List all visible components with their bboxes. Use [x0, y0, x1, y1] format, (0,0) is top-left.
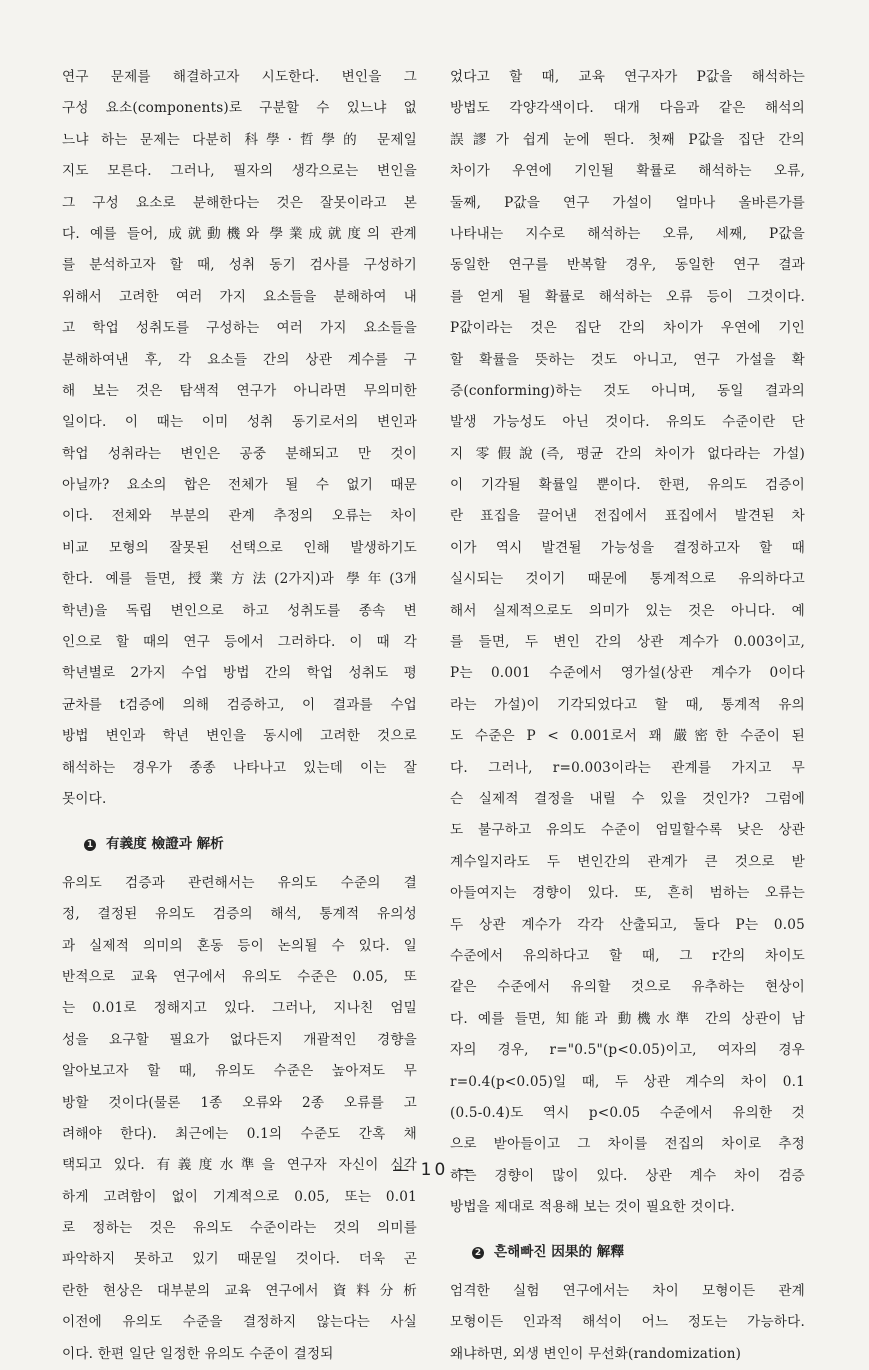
text-line: 일이다. 이 때는 이미 성취 동기로서의 변인과 [62, 414, 417, 431]
text-line: 같은 수준에서 유의할 것으로 유추하는 현상이 [450, 979, 805, 996]
text-line: 파악하지 못하고 있기 때문일 것이다. 더욱 곤 [62, 1251, 417, 1268]
text-line: 해 보는 것은 탐색적 연구가 아니라면 무의미한 [62, 382, 417, 399]
text-line: 誤謬가 쉽게 눈에 띈다. 첫째 P값을 집단 간의 [450, 131, 805, 148]
text-line: 해서 실제적으로도 의미가 있는 것은 아니다. 예 [450, 602, 805, 619]
text-line: 둘째, P값을 연구 가설이 얼마나 올바른가를 [450, 194, 805, 211]
section-number-icon: 2 [472, 1247, 484, 1259]
text-line: 아닐까? 요소의 합은 전체가 될 수 없기 때문 [62, 477, 417, 494]
text-line: 과 실제적 의미의 혼동 등이 논의될 수 있다. 일 [62, 937, 417, 954]
text-line: 해석하는 경우가 종종 나타나고 있는데 이는 잘 [62, 759, 417, 776]
text-line: 계수일지라도 두 변인간의 관계가 큰 것으로 받 [450, 853, 805, 870]
text-line: 방법 변인과 학년 변인을 동시에 고려한 것으로 [62, 728, 417, 745]
section-heading-text: 흔해빠진 因果的 解釋 [494, 1244, 624, 1261]
text-line: 못이다. [62, 790, 107, 807]
text-line: 이다. 한편 일단 일정한 유의도 수준이 결정되 [62, 1345, 334, 1362]
text-line: 를 분석하고자 할 때, 성취 동기 검사를 구성하기 [62, 257, 417, 274]
text-line: 방법도 각양각색이다. 대개 다음과 같은 해석의 [450, 100, 805, 117]
text-line: 반적으로 교육 연구에서 유의도 수준은 0.05, 또 [62, 968, 417, 985]
text-line: 지 零假說(즉, 평균 간의 차이가 없다라는 가설) [450, 445, 805, 462]
text-line: 연구 문제를 해결하고자 시도한다. 변인을 그 [62, 69, 417, 85]
text-line: 나타내는 지수로 해석하는 오류, 세째, P값을 [450, 225, 805, 242]
text-line: 이다. 전체와 부분의 관계 추정의 오류는 차이 [62, 508, 417, 525]
text-line: 비교 모형의 잘못된 선택으로 인해 발생하기도 [62, 539, 417, 556]
section-number-icon: 1 [84, 839, 96, 851]
text-line: 택되고 있다. 有義度水準을 연구자 자신이 심각 [62, 1157, 417, 1174]
text-line: 로 정하는 것은 유의도 수준이라는 것의 의미를 [62, 1220, 417, 1237]
text-line: 도 수준은 P < 0.001로서 꽤 嚴密한 수준이 된 [450, 728, 805, 745]
text-line: 는 0.01로 정해지고 있다. 그러나, 지나친 엄밀 [62, 1000, 417, 1017]
text-line: 정, 결정된 유의도 검증의 해석, 통계적 유의성 [62, 906, 417, 923]
text-line: 실시되는 것이기 때문에 통계적으로 유의하다고 [450, 571, 805, 588]
section-heading-significance [62, 829, 417, 860]
text-line: 느냐 하는 문제는 다분히 科學·哲學的 문제일 [62, 131, 417, 148]
text-line: 지도 모른다. 그러나, 필자의 생각으로는 변인을 [62, 163, 417, 180]
text-line: 자의 경우, r="0.5"(p<0.05)이고, 여자의 경우 [450, 1042, 805, 1059]
text-line: 아들여지는 경향이 있다. 또, 흔히 범하는 오류는 [450, 885, 805, 902]
text-line: 구성 요소(components)로 구분할 수 있느냐 없 [62, 100, 417, 117]
text-line: 려해야 한다). 최근에는 0.1의 수준도 간혹 채 [62, 1125, 417, 1142]
text-line: 다. 예를 들면, 知能과 動機水準 간의 상관이 남 [450, 1010, 805, 1027]
text-line: 방할 것이다(물론 1종 오류와 2종 오류를 고 [62, 1094, 417, 1111]
text-line: 으로 받아들이고 그 차이를 전집의 차이로 추정 [450, 1136, 805, 1153]
text-line: 엄격한 실험 연구에서는 차이 모형이든 관계 [450, 1282, 805, 1299]
text-line: 고 학업 성취도를 구성하는 여러 가지 요소들을 [62, 320, 417, 337]
text-line: 다. 예를 들어, 成就動機와 學業成就度의 관계 [62, 225, 417, 242]
section-heading-causal [450, 1237, 805, 1268]
right-paragraph-2 [450, 1276, 805, 1370]
left-paragraph-1 [62, 62, 417, 815]
text-line: 그 구성 요소로 분해한다는 것은 잘못이라고 본 [62, 194, 417, 211]
text-line: 다. 그러나, r=0.003이라는 관계를 가지고 무 [450, 759, 805, 776]
text-line: 유의도 검증과 관련해서는 유의도 수준의 결 [62, 874, 417, 891]
text-line: 증(conforming)하는 것도 아니며, 동일 결과의 [450, 382, 805, 399]
text-line: 차이가 우연에 기인될 확률로 해석하는 오류, [450, 163, 805, 180]
page-number: — 10 — [392, 1160, 477, 1180]
text-line: 동일한 연구를 반복할 경우, 동일한 연구 결과 [450, 257, 805, 274]
text-line: 왜냐하면, 외생 변인이 무선화(randomization) [450, 1345, 742, 1362]
text-line: 분해하여낸 후, 각 요소들 간의 상관 계수를 구 [62, 351, 417, 368]
text-line: 슨 실제적 결정을 내릴 수 있을 것인가? 그럼에 [450, 790, 805, 807]
text-line: 를 얻게 될 확률로 해석하는 오류 등이 그것이다. [450, 288, 805, 305]
text-line: P는 0.001 수준에서 영가설(상관 계수가 0이다 [450, 665, 805, 682]
right-paragraph-1 [450, 62, 805, 1223]
text-line: 라는 가설)이 기각되었다고 할 때, 통계적 유의 [450, 696, 805, 713]
text-line: 학업 성취라는 변인은 공중 분해되고 만 것이 [62, 445, 417, 462]
text-line: r=0.4(p<0.05)일 때, 두 상관 계수의 차이 0.1 [450, 1073, 805, 1090]
text-line: 었다고 할 때, 교육 연구자가 P값을 해석하는 [450, 69, 805, 85]
text-line: 란 표집을 끌어낸 전집에서 표집에서 발견된 차 [450, 508, 805, 525]
text-line: P값이라는 것은 집단 간의 차이가 우연에 기인 [450, 320, 805, 337]
text-line: 이 기각될 확률일 뿐이다. 한편, 유의도 검증이 [450, 477, 805, 494]
text-line: 학년)을 독립 변인으로 하고 성취도를 종속 변 [62, 602, 417, 619]
text-line: 이전에 유의도 수준을 결정하지 않는다는 사실 [62, 1314, 417, 1331]
text-line: 모형이든 인과적 해석이 어느 정도는 가능하다. [450, 1314, 805, 1331]
text-line: 위해서 고려한 여러 가지 요소들을 분해하여 내 [62, 288, 417, 305]
text-line: 한다. 예를 들면, 授業方法(2가지)과 學年(3개 [62, 571, 417, 588]
text-line: 두 상관 계수가 각각 산출되고, 둘다 P는 0.05 [450, 916, 805, 933]
text-line: 이가 역시 발견될 가능성을 결정하고자 할 때 [450, 539, 805, 556]
text-line: 인으로 할 때의 연구 등에서 그러하다. 이 때 각 [62, 634, 417, 651]
text-line: 알아보고자 할 때, 유의도 수준은 높아져도 무 [62, 1063, 417, 1080]
text-line: 방법을 제대로 적용해 보는 것이 필요한 것이다. [450, 1199, 735, 1216]
text-line: 하는 경향이 많이 있다. 상관 계수 차이 검증 [450, 1167, 805, 1184]
text-line: 수준에서 유의하다고 할 때, 그 r간의 차이도 [450, 947, 805, 964]
text-line: 학년별로 2가지 수업 방법 간의 학업 성취도 평 [62, 665, 417, 682]
text-line: 발생 가능성도 아닌 것이다. 유의도 수준이란 단 [450, 414, 805, 431]
section-heading-text: 有義度 檢證과 解析 [106, 836, 224, 853]
text-line: (0.5-0.4)도 역시 p<0.05 수준에서 유의한 것 [450, 1104, 805, 1121]
text-line: 성을 요구할 필요가 없다든지 개괄적인 경향을 [62, 1031, 417, 1048]
text-line: 할 확률을 뜻하는 것도 아니고, 연구 가설을 확 [450, 351, 805, 368]
text-line: 하게 고려함이 없이 기계적으로 0.05, 또는 0.01 [62, 1188, 417, 1205]
text-line: 란한 현상은 대부분의 교육 연구에서 資料分析 [62, 1282, 417, 1299]
text-line: 를 들면, 두 변인 간의 상관 계수가 0.003이고, [450, 634, 805, 651]
left-paragraph-2 [62, 868, 417, 1370]
text-line: 도 불구하고 유의도 수준이 엄밀할수록 낮은 상관 [450, 822, 805, 839]
text-line: 균차를 t검증에 의해 검증하고, 이 결과를 수업 [62, 696, 417, 713]
